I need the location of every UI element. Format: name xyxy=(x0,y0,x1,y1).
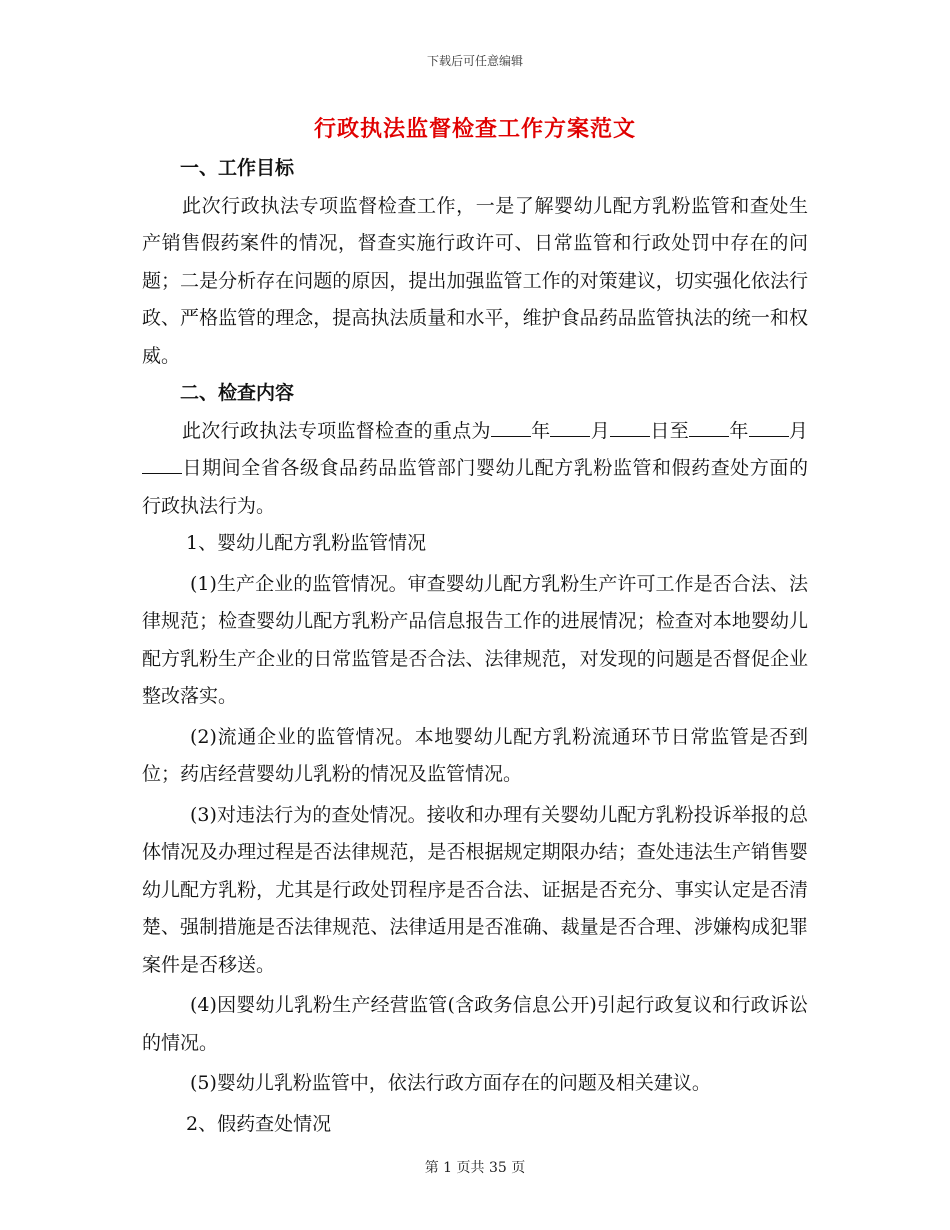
inspection-scope-paragraph xyxy=(142,413,808,526)
blank-field xyxy=(610,418,650,437)
subsection-counterfeit-drugs: 2、假药查处情况 xyxy=(186,1112,332,1135)
blank-field xyxy=(550,418,590,437)
scope-text-1: 此次行政执法专项监督检查的重点为 xyxy=(182,419,491,442)
header-note: 下载后可任意编辑 xyxy=(426,54,523,68)
blank-field xyxy=(749,418,789,437)
list-item: (3)对违法行为的查处情况。接收和办理有关婴幼儿配方乳粉投诉举报的总体情况及办理过程是否法律规范，是否根据规定期限办结；查处违法生产销售婴幼儿配方乳粉，尤其是行政处罚程序是否合法、证据是否充分、事实认定是否清楚、强制措施是否法律规范、法律适用是否准确、裁量是否合理、涉嫌构成犯罪案件是否移送。 xyxy=(142,803,808,976)
list-item: (4)因婴幼儿乳粉生产经营监管(含政务信息公开)引起行政复议和行政诉讼的情况。 xyxy=(142,994,808,1054)
scope-text-2: 日期间全省各级食品药品监管部门婴幼儿配方乳粉监管和假药查处方面的行政执法行为。 xyxy=(142,457,808,517)
blank-field xyxy=(142,455,182,474)
section-heading-inspection: 二、检查内容 xyxy=(180,382,295,404)
subsection-infant-formula: 1、婴幼儿配方乳粉监管情况 xyxy=(186,532,427,554)
list-item: (1)生产企业的监管情况。审查婴幼儿配方乳粉生产许可工作是否合法、法律规范；检查婴幼儿配方乳粉产品信息报告工作的进展情况；检查对本地婴幼儿配方乳粉生产企业的日常监管是否合法、法律规范，对发现的问题是否督促企业整改落实。 xyxy=(142,572,808,707)
scope-month-label-2: 月 xyxy=(788,419,808,442)
goals-paragraph: 此次行政执法专项监督检查工作，一是了解婴幼儿配方乳粉监管和查处生产销售假药案件的情况，督查实施行政许可、日常监管和行政处罚中存在的问题；二是分析存在问题的原因，提出加强监管工作的对策建议，切实强化依法行政、严格监管的理念，提高执法质量和水平，维护食品药品监管执法的统一和权威。 xyxy=(142,194,808,367)
list-item: (5)婴幼儿乳粉监管中，依法行政方面存在的问题及相关建议。 xyxy=(190,1072,711,1094)
blank-field xyxy=(689,418,729,437)
document-title: 行政执法监督检查工作方案范文 xyxy=(313,116,636,142)
page-footer: 第 1 页共 35 页 xyxy=(424,1160,526,1176)
scope-month-label: 月 xyxy=(590,419,611,442)
section-heading-goals: 一、工作目标 xyxy=(180,157,295,179)
scope-day-to-label: 日至 xyxy=(650,419,690,442)
list-item: (2)流通企业的监管情况。本地婴幼儿配方乳粉流通环节日常监管是否到位；药店经营婴幼儿乳粉的情况及监管情况。 xyxy=(142,725,808,785)
scope-year-label-2: 年 xyxy=(729,419,749,442)
scope-year-label: 年 xyxy=(530,419,551,442)
blank-field xyxy=(491,418,531,437)
document-body xyxy=(142,150,808,1143)
